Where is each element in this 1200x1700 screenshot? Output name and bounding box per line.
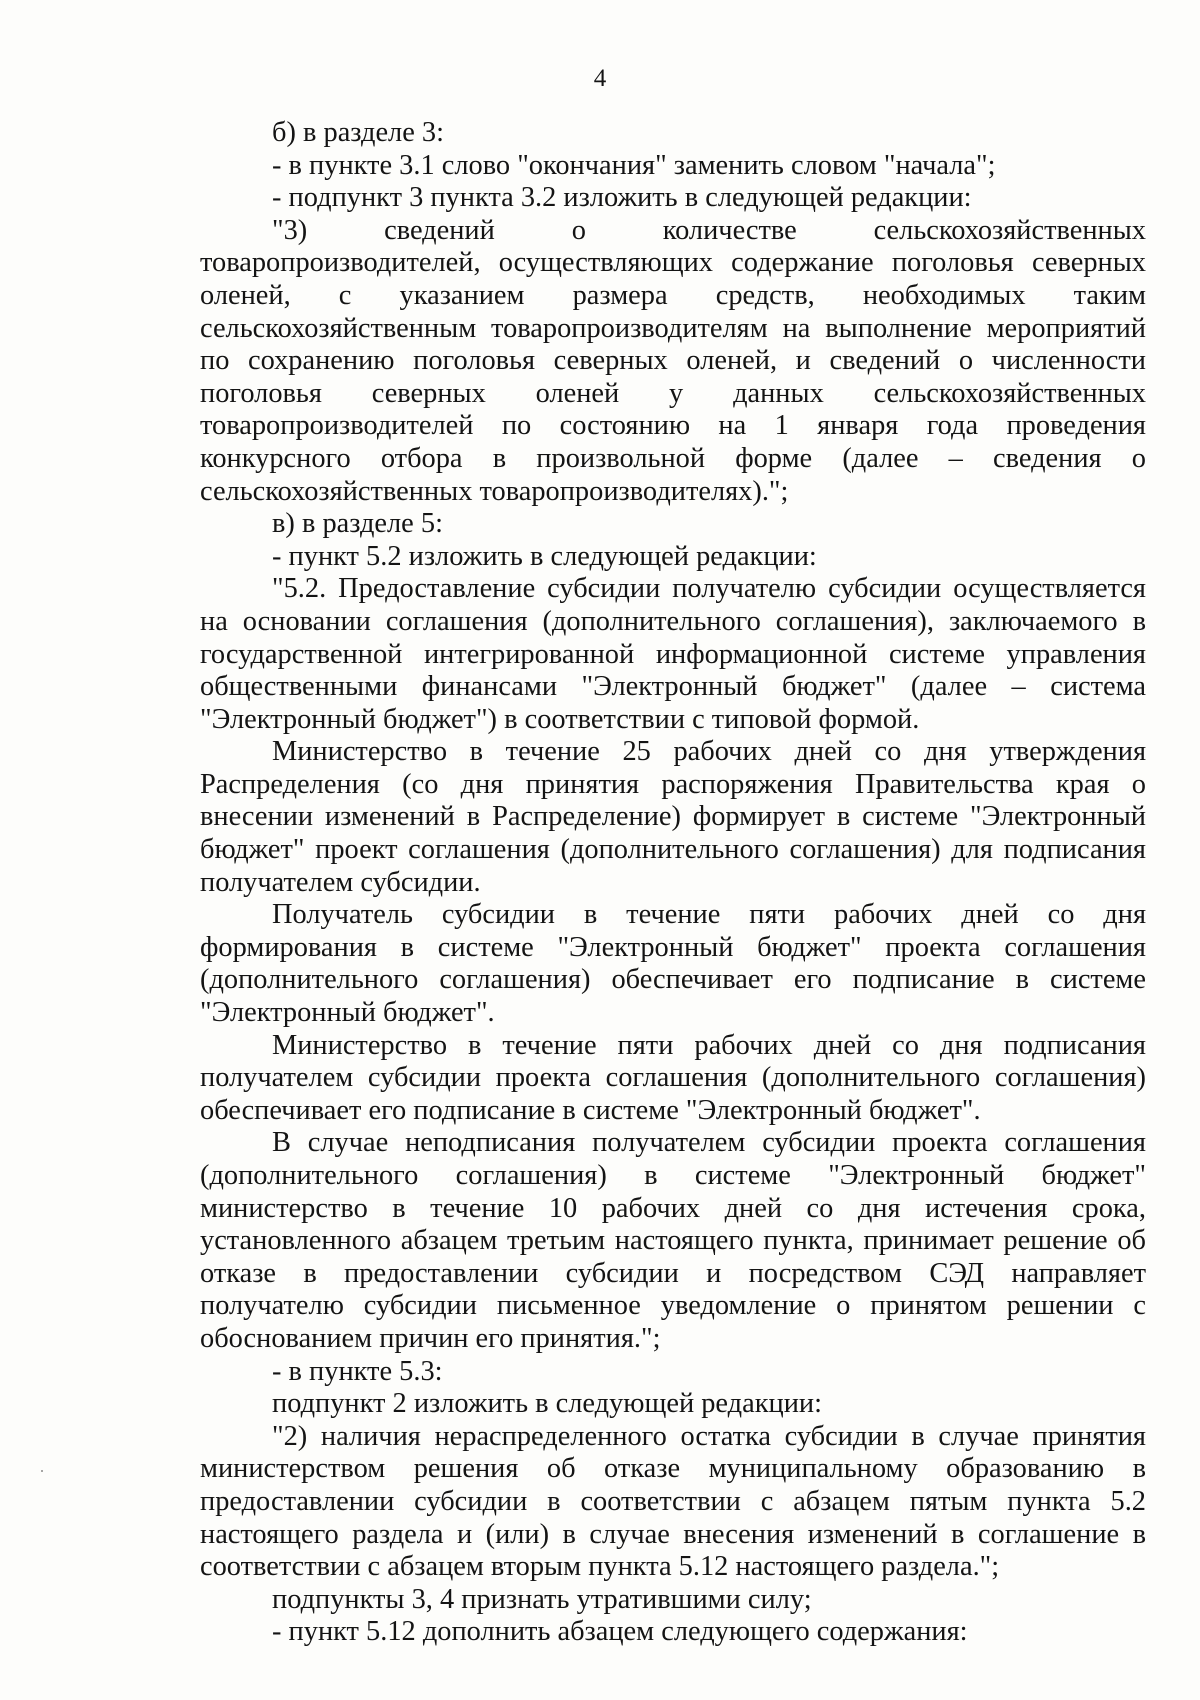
paragraph-item-3-2-intro: - подпункт 3 пункта 3.2 изложить в следующей редакции: bbox=[272, 182, 972, 214]
paragraph-section-5-heading: в) в разделе 5: bbox=[272, 508, 443, 540]
paragraph-item-5-12-intro: - пункт 5.12 дополнить абзацем следующего содержания: bbox=[272, 1616, 968, 1648]
paragraph-non-signing: В случае неподписания получателем субсидии проекта соглашения (дополнительного соглашения) в системе "Электронный бюджет" министерство в течение 10 рабочих дней со дня истечения срока, установленного абзацем третьим настоящего пункта, принимает решение об отказе в предоставлении субсидии и посредством СЭД направляет получателю субсидии письменное уведомление о принятом решении с обоснованием причин его принятия."; bbox=[200, 1127, 1146, 1354]
page-number: 4 bbox=[593, 65, 607, 92]
paragraph-item-5-2-text: "5.2. Предоставление субсидии получателю субсидии осуществляется на основании соглашения (дополнительного соглашения), заключаемого в государственной интегрированной информационной системе управления общественными финансами "Электронный бюджет" (далее – система "Электронный бюджет") в соответствии с типовой формой. bbox=[200, 573, 1146, 735]
paragraph-recipient-five-days: Получатель субсидии в течение пяти рабочих дней со дня формирования в системе "Электронный бюджет" проекта соглашения (дополнительного соглашения) обеспечивает его подписание в системе "Электронный бюджет". bbox=[200, 899, 1146, 1029]
paragraph-item-3-2-text: "3) сведений о количестве сельскохозяйственных товаропроизводителей, осуществляющих содержание поголовья северных оленей, с указанием размера средств, необходимых таким сельскохозяйственным товаропроизводителям на выполнение мероприятий по сохранению поголовья северных оленей, и сведений о численности поголовья северных оленей у данных сельскохозяйственных товаропроизводителей по состоянию на 1 января года проведения конкурсного отбора в произвольной форме (далее – сведения о сельскохозяйственных товаропроизводителях)."; bbox=[200, 214, 1146, 507]
paragraph-subitem-2-text: "2) наличия нераспределенного остатка субсидии в случае принятия министерством решения об отказе муниципальному образованию в предоставлении субсидии в соответствии с абзацем пятым пункта 5.2 настоящего раздела и (или) в случае внесения изменений в соглашение в соответствии с абзацем вторым пункта 5.12 настоящего раздела."; bbox=[200, 1420, 1146, 1583]
paragraph-section-3-heading: б) в разделе 3: bbox=[272, 117, 444, 148]
scan-speck bbox=[41, 1470, 43, 1472]
document-body bbox=[200, 117, 1146, 1649]
paragraph-item-5-3-intro: - в пункте 5.3: bbox=[272, 1355, 443, 1387]
paragraph-subitems-3-4: подпункты 3, 4 признать утратившими силу; bbox=[272, 1583, 812, 1615]
paragraph-subitem-2-intro: подпункт 2 изложить в следующей редакции: bbox=[272, 1388, 822, 1420]
paragraph-ministry-five-days: Министерство в течение пяти рабочих дней со дня подписания получателем субсидии проекта соглашения (дополнительного соглашения) обеспечивает его подписание в системе "Электронный бюджет". bbox=[200, 1029, 1146, 1126]
paragraph-item-5-2-intro: - пункт 5.2 изложить в следующей редакции: bbox=[272, 540, 817, 572]
paragraph-ministry-25-days: Министерство в течение 25 рабочих дней со дня утверждения Распределения (со дня принятия распоряжения Правительства края о внесении изменений в Распределение) формирует в системе "Электронный бюджет" проект соглашения (дополнительного соглашения) для подписания получателем субсидии. bbox=[200, 736, 1146, 898]
paragraph-item-3-1: - в пункте 3.1 слово "окончания" заменить словом "начала"; bbox=[272, 149, 996, 181]
